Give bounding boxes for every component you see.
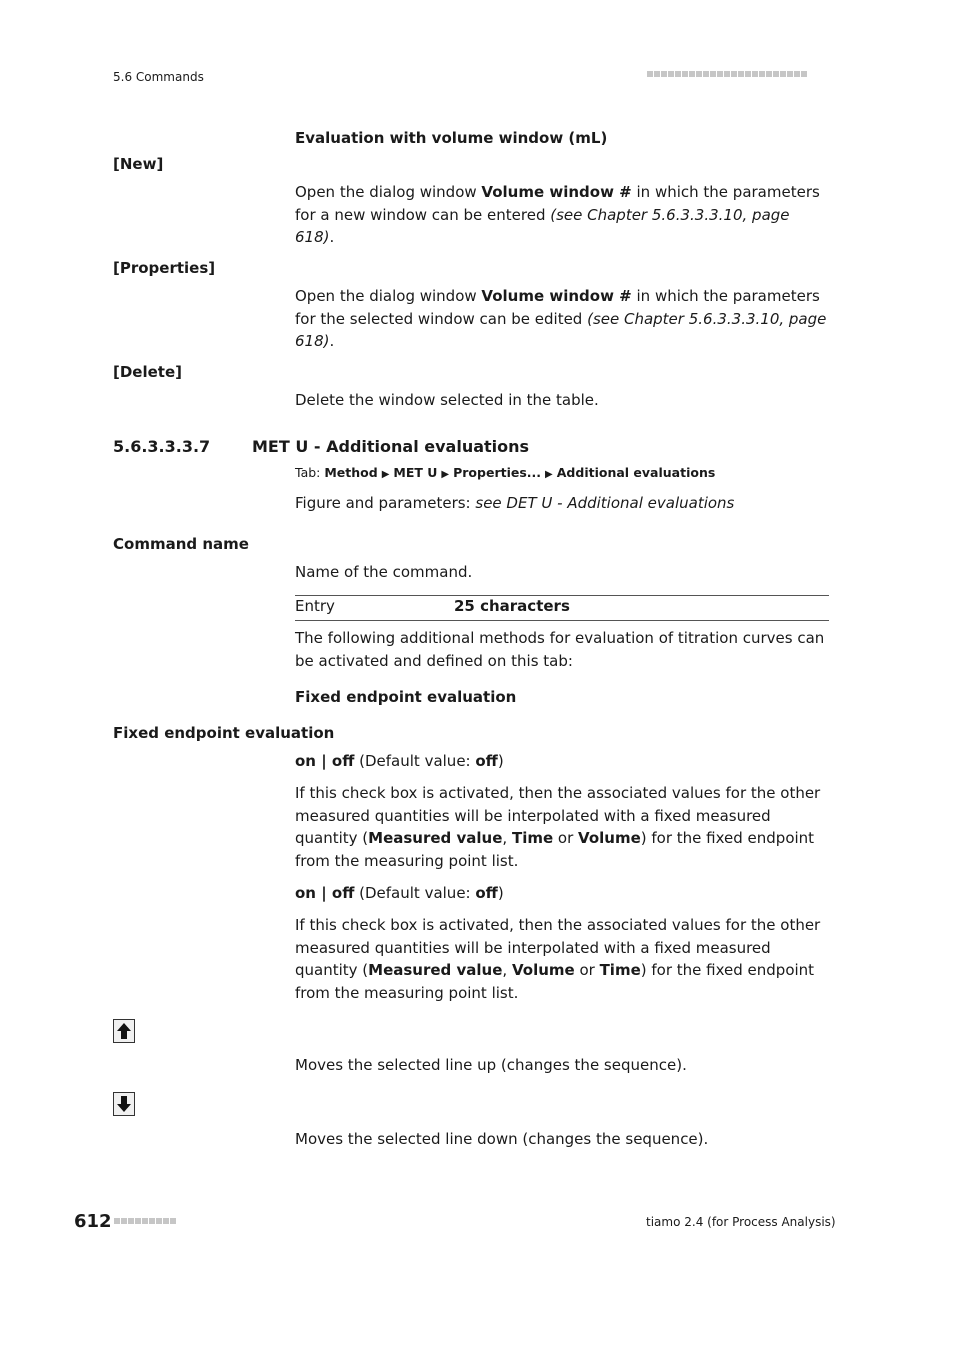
properties-label: [Properties] <box>113 259 216 277</box>
decorative-dot <box>661 71 667 77</box>
decorative-dot <box>780 71 786 77</box>
decorative-dot <box>654 71 660 77</box>
arrow-down-icon <box>116 1095 132 1113</box>
running-header-section: 5.6 Commands <box>113 70 204 84</box>
decorative-dot <box>745 71 751 77</box>
decorative-dot <box>647 71 653 77</box>
decorative-dot <box>668 71 674 77</box>
following-methods-text: The following additional methods for evaluation of titration curves can be activated and defined on this tab: <box>295 629 825 670</box>
decorative-dot <box>696 71 702 77</box>
path-arrow-icon: ▶ <box>381 469 390 480</box>
product-name: tiamo 2.4 (for Process Analysis) <box>646 1215 836 1229</box>
path-arrow-icon: ▶ <box>441 469 450 480</box>
decorative-dot <box>801 71 807 77</box>
decorative-dot <box>135 1218 141 1224</box>
decorative-dot <box>766 71 772 77</box>
header-dot-bar <box>647 71 807 77</box>
entry-table <box>295 595 829 621</box>
properties-description: Open the dialog window Volume window # in which the parameters for the selected window can be edited (see Chapter 5.6.3.3.3.10, page 618). <box>295 287 827 350</box>
tab-path: Tab: Method ▶ MET U ▶ Properties... ▶ Additional evaluations <box>295 465 716 480</box>
decorative-dot <box>156 1218 162 1224</box>
option1-description: If this check box is activated, then the associated values for the other measured quantities will be interpolated with a fixed measured quantity (Measured value, Time or Volume) for the fixed endpoint from the measuring point list. <box>295 784 821 870</box>
decorative-dot <box>724 71 730 77</box>
option2-default: on | off (Default value: off) <box>295 884 504 902</box>
decorative-dot <box>149 1218 155 1224</box>
new-label: [New] <box>113 155 164 173</box>
move-up-button[interactable] <box>113 1019 135 1043</box>
decorative-dot <box>163 1218 169 1224</box>
decorative-dot <box>682 71 688 77</box>
new-description: Open the dialog window Volume window # in which the parameters for a new window can be entered (see Chapter 5.6.3.3.3.10, page 618). <box>295 183 820 246</box>
decorative-dot <box>121 1218 127 1224</box>
decorative-dot <box>170 1218 176 1224</box>
decorative-dot <box>759 71 765 77</box>
decorative-dot <box>717 71 723 77</box>
decorative-dot <box>142 1218 148 1224</box>
section-number: 5.6.3.3.3.7 <box>113 437 211 456</box>
decorative-dot <box>787 71 793 77</box>
volume-window-heading: Evaluation with volume window (mL) <box>295 129 608 147</box>
option1-default: on | off (Default value: off) <box>295 752 504 770</box>
decorative-dot <box>731 71 737 77</box>
move-down-button[interactable] <box>113 1092 135 1116</box>
page-number: 612 <box>74 1211 112 1232</box>
decorative-dot <box>128 1218 134 1224</box>
move-down-description: Moves the selected line down (changes the sequence). <box>295 1130 709 1148</box>
entry-value: 25 characters <box>454 597 570 615</box>
move-up-description: Moves the selected line up (changes the sequence). <box>295 1056 687 1074</box>
decorative-dot <box>794 71 800 77</box>
arrow-up-icon <box>116 1022 132 1040</box>
footer-dot-bar <box>114 1218 176 1224</box>
decorative-dot <box>752 71 758 77</box>
option2-description: If this check box is activated, then the associated values for the other measured quantities will be interpolated with a fixed measured quantity (Measured value, Volume or Time) for the fixed endpoint from the measuring point list. <box>295 916 821 1002</box>
fixed-endpoint-label: Fixed endpoint evaluation <box>113 724 335 742</box>
section-title: MET U - Additional evaluations <box>252 437 530 456</box>
path-arrow-icon: ▶ <box>545 469 553 480</box>
decorative-dot <box>114 1218 120 1224</box>
decorative-dot <box>710 71 716 77</box>
figure-reference: Figure and parameters: see DET U - Additional evaluations <box>295 494 735 512</box>
decorative-dot <box>675 71 681 77</box>
decorative-dot <box>773 71 779 77</box>
delete-label: [Delete] <box>113 363 182 381</box>
decorative-dot <box>738 71 744 77</box>
command-name-label: Command name <box>113 535 249 553</box>
entry-key: Entry <box>295 597 335 615</box>
decorative-dot <box>703 71 709 77</box>
decorative-dot <box>689 71 695 77</box>
command-name-description: Name of the command. <box>295 563 473 581</box>
delete-description: Delete the window selected in the table. <box>295 391 599 409</box>
fixed-endpoint-heading: Fixed endpoint evaluation <box>295 688 517 706</box>
